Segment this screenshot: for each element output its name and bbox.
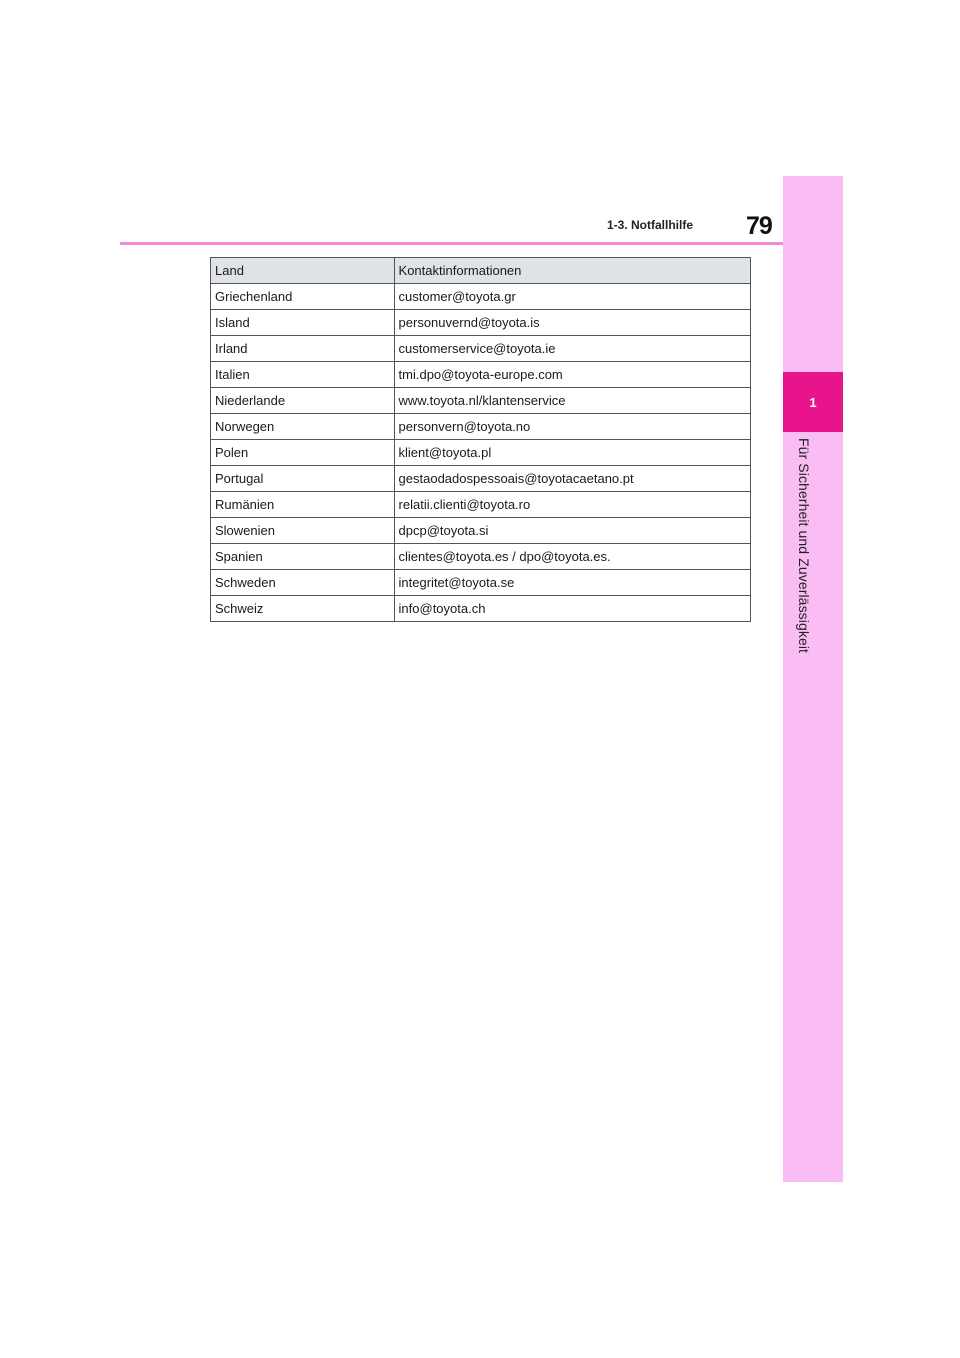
- country-cell: Polen: [211, 440, 395, 466]
- table-header-row: [211, 258, 751, 284]
- table-row: [211, 336, 751, 362]
- country-cell: Italien: [211, 362, 395, 388]
- contact-cell: clientes@toyota.es / dpo@toyota.es.: [394, 544, 750, 570]
- contact-table: [210, 257, 751, 622]
- contact-cell: personvern@toyota.no: [394, 414, 750, 440]
- table-row: [211, 596, 751, 622]
- country-cell: Griechenland: [211, 284, 395, 310]
- chapter-number-tab: 1: [783, 372, 843, 432]
- table-row: [211, 388, 751, 414]
- column-header-land: Land: [211, 258, 395, 284]
- table-row: [211, 362, 751, 388]
- contact-cell: relatii.clienti@toyota.ro: [394, 492, 750, 518]
- chapter-title-vertical: Für Sicherheit und Zuverlässigkeit: [796, 438, 812, 654]
- country-cell: Spanien: [211, 544, 395, 570]
- header-rule: [120, 242, 783, 245]
- table-row: [211, 414, 751, 440]
- table-row: [211, 440, 751, 466]
- column-header-contact: Kontaktinformationen: [394, 258, 750, 284]
- contact-cell: personuvernd@toyota.is: [394, 310, 750, 336]
- contact-cell: dpcp@toyota.si: [394, 518, 750, 544]
- table-row: [211, 466, 751, 492]
- contact-cell: info@toyota.ch: [394, 596, 750, 622]
- country-cell: Schweiz: [211, 596, 395, 622]
- table-row: [211, 570, 751, 596]
- country-cell: Island: [211, 310, 395, 336]
- table-row: [211, 284, 751, 310]
- table-row: [211, 544, 751, 570]
- country-cell: Niederlande: [211, 388, 395, 414]
- country-cell: Slowenien: [211, 518, 395, 544]
- table-row: [211, 310, 751, 336]
- country-cell: Rumänien: [211, 492, 395, 518]
- section-title: 1-3. Notfallhilfe: [607, 218, 694, 232]
- contact-cell: klient@toyota.pl: [394, 440, 750, 466]
- table-row: [211, 518, 751, 544]
- contact-cell: tmi.dpo@toyota-europe.com: [394, 362, 750, 388]
- table-row: [211, 492, 751, 518]
- country-cell: Portugal: [211, 466, 395, 492]
- country-cell: Irland: [211, 336, 395, 362]
- contact-cell: gestaodadospessoais@toyotacaetano.pt: [394, 466, 750, 492]
- country-cell: Schweden: [211, 570, 395, 596]
- contact-cell: integritet@toyota.se: [394, 570, 750, 596]
- contact-cell: customer@toyota.gr: [394, 284, 750, 310]
- country-cell: Norwegen: [211, 414, 395, 440]
- contact-cell: customerservice@toyota.ie: [394, 336, 750, 362]
- page-number: 79: [746, 212, 772, 240]
- chapter-side-tab: [783, 176, 843, 1182]
- contact-cell: www.toyota.nl/klantenservice: [394, 388, 750, 414]
